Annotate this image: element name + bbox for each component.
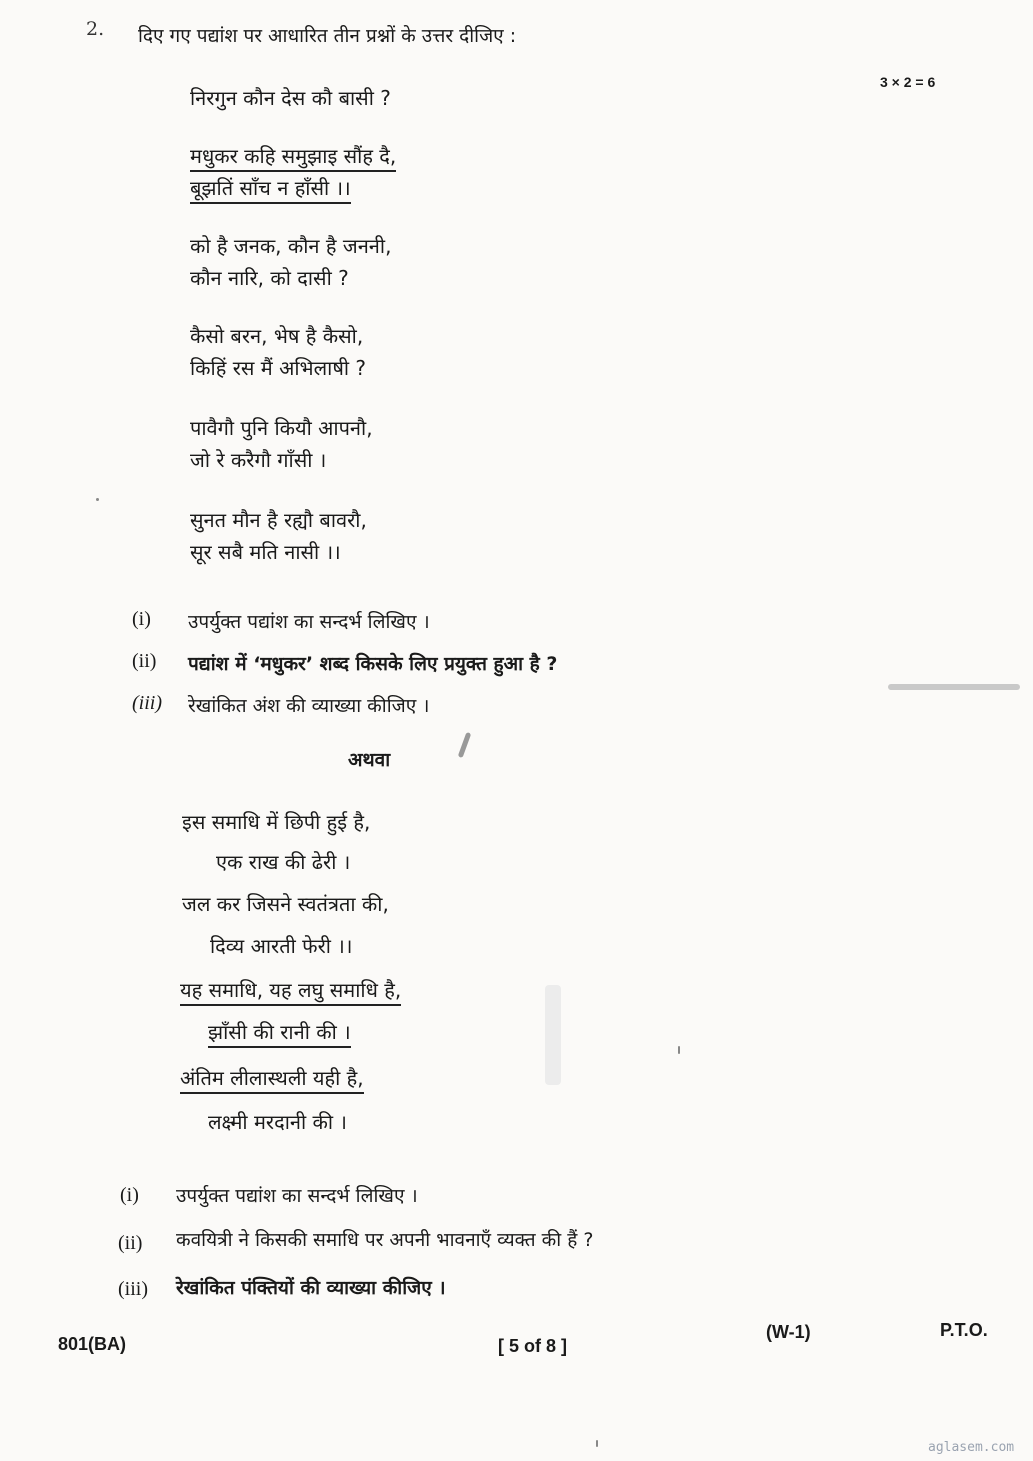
question-number: 2.	[86, 18, 105, 40]
poem1-line: को है जनक, कौन है जननी,	[190, 234, 392, 258]
subquestion-number: (ii)	[132, 650, 157, 672]
subquestion-text: पद्यांश में ‘मधुकर’ शब्द किसके लिए प्रयुक्त हुआ है ?	[188, 653, 558, 675]
or-label: अथवा	[348, 749, 391, 771]
poem2-line: अंतिम लीलास्थली यही है,	[180, 1064, 364, 1091]
paper-code: 801(BA)	[58, 1334, 127, 1354]
subquestion-number: (iii)	[118, 1278, 148, 1300]
scan-smudge	[458, 732, 472, 758]
poem1-line: पावैगौ पुनि कियौ आपनौ,	[190, 416, 373, 440]
poem1-line: सुनत मौन है रह्यौ बावरौ,	[190, 508, 367, 532]
poem1-line: बूझतिं साँच न हाँसी ।।	[190, 174, 351, 201]
subquestion-text: कवयित्री ने किसकी समाधि पर अपनी भावनाएँ व्यक्त की हैं ?	[176, 1229, 594, 1251]
scan-speck	[596, 1440, 598, 1447]
poem1-line: सूर सबै मति नासी ।।	[190, 540, 341, 564]
poem1-line: कैसो बरन, भेष है कैसो,	[190, 324, 364, 348]
poem1-line: कौन नारि, को दासी ?	[190, 266, 349, 290]
question-instruction: दिए गए पद्यांश पर आधारित तीन प्रश्नों के उत्तर दीजिए :	[138, 25, 517, 47]
scan-speck	[678, 1046, 680, 1054]
subquestion-text: उपर्युक्त पद्यांश का सन्दर्भ लिखिए ।	[188, 611, 430, 633]
page-number: [ 5 of 8 ]	[498, 1336, 568, 1356]
marks-label: 3 × 2 = 6	[880, 74, 936, 90]
pto-label: P.T.O.	[940, 1320, 988, 1340]
poem1-line: किहिं रस मैं अभिलाषी ?	[190, 356, 367, 380]
scan-smudge	[888, 684, 1020, 690]
poem2-line: एक राख की ढेरी ।	[216, 850, 351, 874]
poem1-line: मधुकर कहि समुझाइ सौंह दै,	[190, 142, 396, 169]
poem2-line: यह समाधि, यह लघु समाधि है,	[180, 976, 401, 1003]
poem2-line: झाँसी की रानी की ।	[208, 1018, 351, 1045]
scan-smudge	[545, 985, 561, 1085]
subquestion-text: उपर्युक्त पद्यांश का सन्दर्भ लिखिए ।	[176, 1185, 418, 1207]
subquestion-text: रेखांकित पंक्तियों की व्याख्या कीजिए ।	[176, 1277, 446, 1299]
poem2-line: लक्ष्मी मरदानी की ।	[208, 1110, 348, 1134]
poem2-line: दिव्य आरती फेरी ।।	[210, 934, 353, 958]
watermark: aglasem.com	[928, 1440, 1015, 1455]
subquestion-number: (iii)	[132, 692, 162, 714]
subquestion-number: (i)	[132, 608, 151, 630]
subquestion-number: (i)	[120, 1184, 139, 1206]
subquestion-text: रेखांकित अंश की व्याख्या कीजिए ।	[188, 695, 430, 717]
series-code: (W-1)	[766, 1322, 811, 1342]
poem1-line: निरगुन कौन देस कौ बासी ?	[190, 86, 391, 110]
scan-speck	[96, 498, 99, 501]
subquestion-number: (ii)	[118, 1232, 143, 1254]
poem1-line: जो रे करैगौ गाँसी ।	[190, 448, 327, 472]
poem2-line: जल कर जिसने स्वतंत्रता की,	[182, 892, 389, 916]
poem2-line: इस समाधि में छिपी हुई है,	[182, 810, 371, 834]
